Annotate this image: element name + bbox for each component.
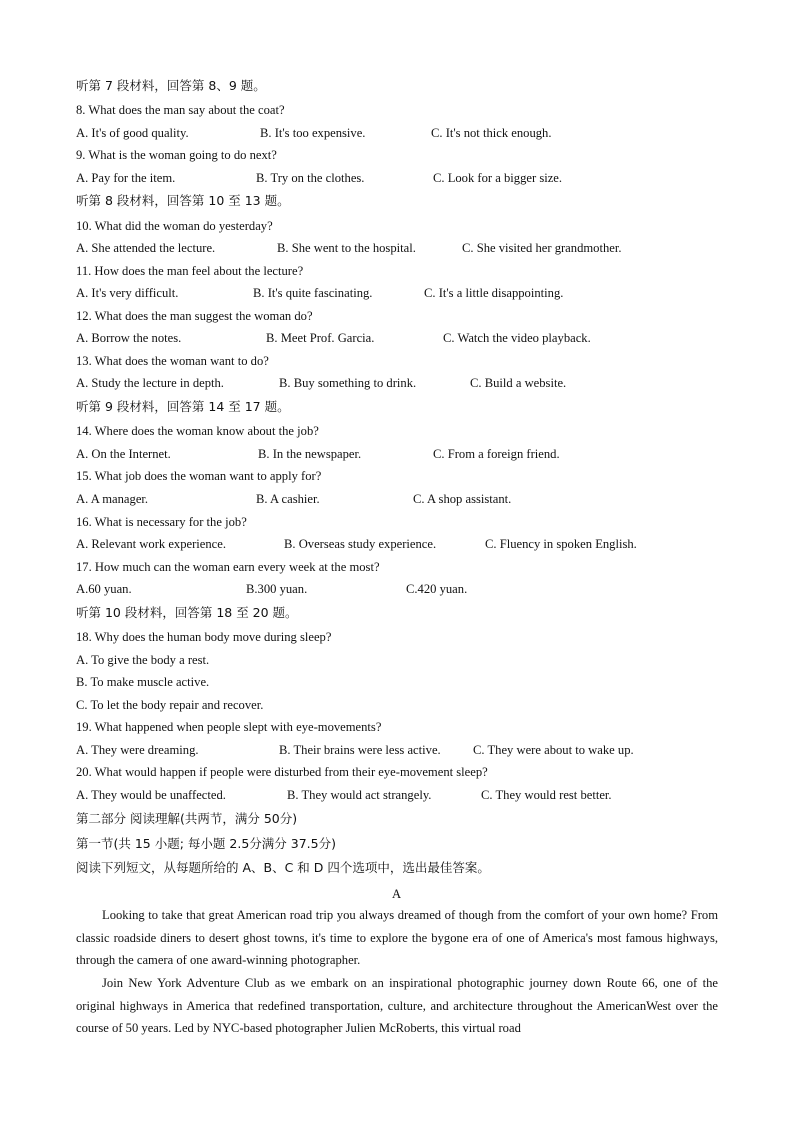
question: 10. What did the woman do yesterday? — [76, 219, 273, 233]
option-b: B. They would act strangely. — [287, 788, 432, 802]
option-b: B. Buy something to drink. — [279, 376, 417, 390]
option-b: B. She went to the hospital. — [277, 241, 416, 255]
question: 14. Where does the woman know about the job? — [76, 424, 319, 438]
question: 20. What would happen if people were disturbed from their eye-movement sleep? — [76, 765, 488, 779]
question: 8. What does the man say about the coat? — [76, 103, 285, 117]
question: 12. What does the man suggest the woman do? — [76, 309, 313, 323]
option-b: B. Their brains were less active. — [279, 743, 441, 757]
option-a: A. Borrow the notes. — [76, 331, 182, 345]
option-c: C. She visited her grandmother. — [462, 241, 622, 255]
option-a: A. It's of good quality. — [76, 126, 189, 140]
option-c: C. Look for a bigger size. — [433, 171, 563, 185]
question: 13. What does the woman want to do? — [76, 354, 269, 368]
instruction: 阅读下列短文，从每题所给的 A、B、C 和 D 四个选项中，选出最佳答案。 — [76, 860, 490, 875]
option-a: A. Study the lecture in depth. — [76, 376, 224, 390]
question: 15. What job does the woman want to apply for? — [76, 469, 322, 483]
option-b: B. To make muscle active. — [76, 675, 210, 689]
question: 9. What is the woman going to do next? — [76, 148, 277, 162]
option-b: B. Overseas study experience. — [284, 537, 437, 551]
part-title: 第二部分 阅读理解(共两节，满分 50分) — [76, 811, 298, 826]
option-a: A.60 yuan. — [76, 582, 132, 596]
option-c: C. It's a little disappointing. — [424, 286, 564, 300]
option-a: A. Pay for the item. — [76, 171, 176, 185]
option-a: A. They were dreaming. — [76, 743, 199, 757]
option-c: C. They would rest better. — [481, 788, 612, 802]
option-c: C. They were about to wake up. — [473, 743, 634, 757]
passage-label: A — [391, 887, 402, 901]
question: 19. What happened when people slept with eye-movements? — [76, 720, 382, 734]
option-b: B. Meet Prof. Garcia. — [266, 331, 375, 345]
option-c: C. It's not thick enough. — [431, 126, 552, 140]
option-b: B. In the newspaper. — [258, 447, 362, 461]
section-header: 听第 9 段材料，回答第 14 至 17 题。 — [76, 399, 290, 414]
option-a: A. She attended the lecture. — [76, 241, 216, 255]
section-header: 听第 7 段材料，回答第 8、9 题。 — [76, 78, 266, 93]
option-b: B.300 yuan. — [246, 582, 308, 596]
option-a: A. It's very difficult. — [76, 286, 179, 300]
option-a: A. A manager. — [76, 492, 149, 506]
question: 17. How much can the woman earn every week at the most? — [76, 560, 380, 574]
question: 18. Why does the human body move during sleep? — [76, 630, 332, 644]
option-b: B. It's too expensive. — [260, 126, 366, 140]
passage-paragraph: Looking to take that great American road trip you always dreamed of though from the comfort of your own home? From classic roadside diners to desert ghost towns, it's time to explore the bygone era of one of America's most famous highways, through the camera of one award-winning photographer. — [76, 908, 718, 968]
option-b: B. Try on the clothes. — [256, 171, 365, 185]
option-c: C. Fluency in spoken English. — [485, 537, 637, 551]
option-b: B. A cashier. — [256, 492, 320, 506]
option-c: C. Build a website. — [470, 376, 567, 390]
option-a: A. Relevant work experience. — [76, 537, 227, 551]
option-b: B. It's quite fascinating. — [253, 286, 373, 300]
option-c: C. Watch the video playback. — [443, 331, 591, 345]
option-a: A. To give the body a rest. — [76, 653, 210, 667]
section-header: 听第 10 段材料，回答第 18 至 20 题。 — [76, 605, 298, 620]
question: 11. How does the man feel about the lecture? — [76, 264, 304, 278]
option-c: C. From a foreign friend. — [433, 447, 560, 461]
option-c: C. A shop assistant. — [413, 492, 512, 506]
part-subtitle: 第一节(共 15 小题; 每小题 2.5分满分 37.5分) — [76, 836, 336, 851]
option-c: C. To let the body repair and recover. — [76, 698, 264, 712]
passage-paragraph: Join New York Adventure Club as we embark on an inspirational photographic journey down Route 66, one of the original highways in America that redefined transportation, culture, and architecture throughout the AmericanWest over the course of 50 years. Led by NYC-based photographer Julien McRoberts, this virtual road — [76, 976, 718, 1036]
section-header: 听第 8 段材料，回答第 10 至 13 题。 — [76, 193, 290, 208]
option-c: C.420 yuan. — [406, 582, 468, 596]
question: 16. What is necessary for the job? — [76, 515, 247, 529]
option-a: A. On the Internet. — [76, 447, 171, 461]
option-a: A. They would be unaffected. — [76, 788, 226, 802]
